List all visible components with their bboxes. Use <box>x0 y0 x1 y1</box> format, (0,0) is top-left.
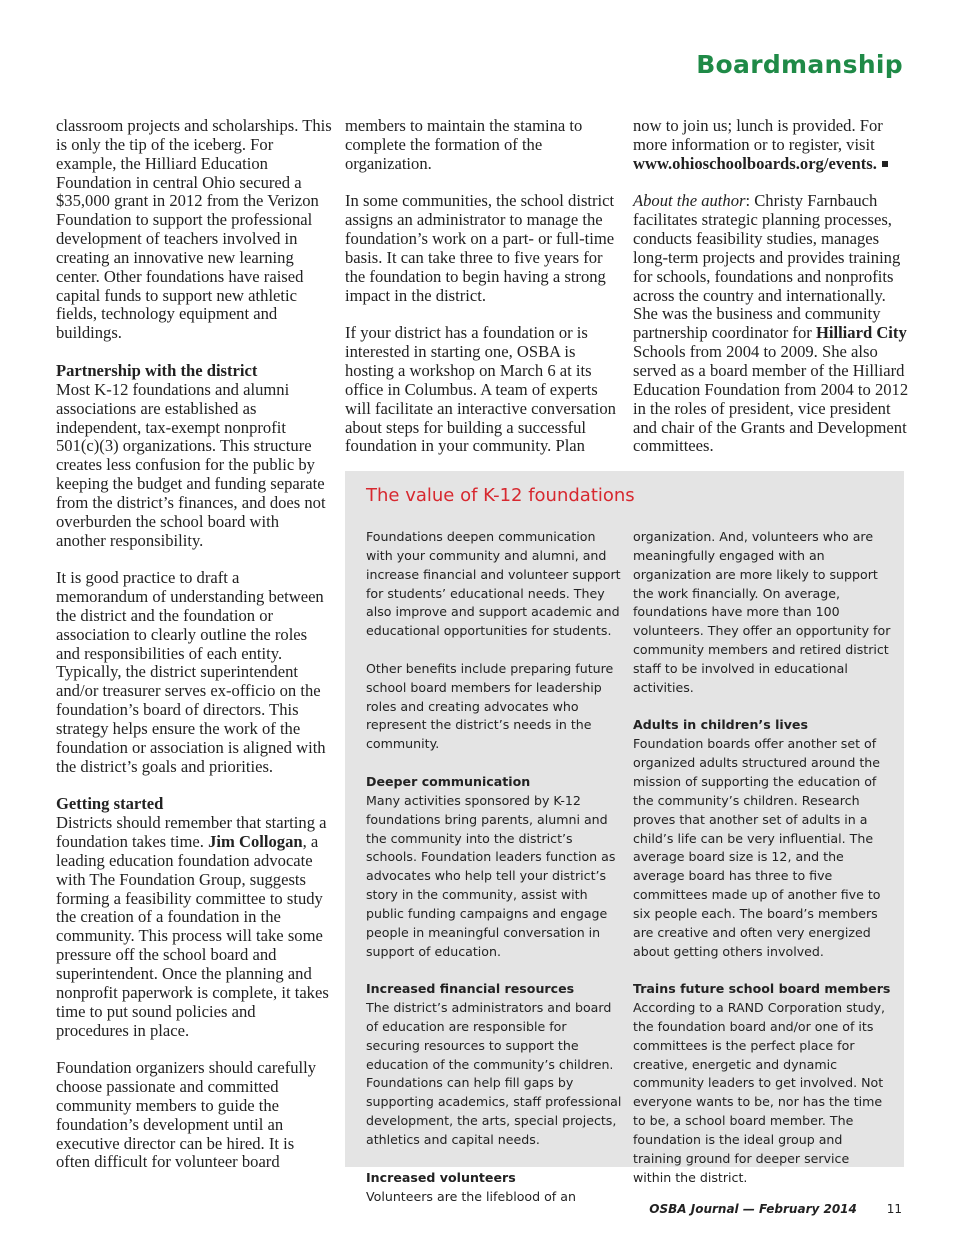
about-author-label: About the author <box>633 191 746 211</box>
sidebar-subheading: Increased volunteers <box>366 1169 516 1185</box>
paragraph: Most K-12 foundations and alumni associations are established as independent, tax-exempt nonprofit 501(c)(3) organizations. This structure creates less confusion for the public by keeping the budget and funding separate from the district’s finances, and does not overburden the school board with another responsibility. <box>56 379 326 550</box>
article-column-3 <box>633 117 909 456</box>
paragraph <box>633 117 909 174</box>
paragraph-text: now to join us; lunch is provided. For more information or to register, visit <box>633 116 883 154</box>
sidebar-column-2 <box>633 528 891 1206</box>
paragraph: classroom projects and scholarships. This is only the tip of the iceberg. For example, the Hilliard Education Foundation in central Ohio secured a $35,000 grant in 2012 from the Verizon Foundation to support the professional development of teachers involved in creating an innovative new learning center. Other foundations have raised capital funds to support new athletic fields, technology equipment and buildings. <box>56 116 332 343</box>
end-of-article-mark <box>882 161 888 167</box>
sidebar-subheading: Deeper communication <box>366 773 531 789</box>
person-name: Jim Collogan <box>208 832 303 852</box>
sidebar-paragraph: Many activities sponsored by K-12 foundations bring parents, alumni and the community into the district’s schools. Foundation leaders function as advocates who help tell your district’s story in the community, assist with public funding campaigns and engage people in meaningful conversation in support of education. <box>366 792 616 959</box>
page-number: 11 <box>886 1202 902 1216</box>
subheading-partnership: Partnership with the district <box>56 360 258 380</box>
paragraph: Foundation organizers should carefully choose passionate and committed community members to guide the foundation’s development until an executive director can be hired. It is often difficult for volunteer board <box>56 1058 317 1172</box>
sidebar-paragraph: Foundations deepen communication with your community and alumni, and increase financial and volunteer support for students’ educational needs. They also improve and support academic and educational opportunities for students. <box>366 529 621 639</box>
sidebar-paragraph: Other benefits include preparing future school board members for leadership roles and creating advocates who represent the district’s needs in the community. <box>366 660 614 752</box>
sidebar-paragraph: Foundation boards offer another set of organized adults structured around the mission of supporting the education of the community’s children. Research proves that another set of adults in a child’s life can be very influential. The average board size is 12, and the average board has three to five committees made up of another five to six people each. The board’s members are creative and often very energized about getting others involved. <box>633 736 881 959</box>
subheading-getting-started: Getting started <box>56 794 164 814</box>
author-bio <box>633 192 909 456</box>
journal-name: OSBA Journal — February 2014 <box>649 1202 857 1216</box>
paragraph: If your district has a foundation or is interested in starting one, OSBA is hosting a workshop on March 6 at its office in Columbus. A team of experts will facilitate an interactive conversation about steps for building a successful foundation in your community. Plan <box>345 323 616 456</box>
sidebar-title: The value of K-12 foundations <box>366 485 635 506</box>
paragraph-text: : Christy Farnbauch facilitates strategic planning processes, conducts feasibility studies, manages long-term projects and provides training for schools, foundations and nonprofits across the country and internationally. She was the business and community partnership coordinator for <box>633 191 901 343</box>
organization-name: Hilliard City <box>815 323 907 343</box>
sidebar-paragraph: The district’s administrators and board of education are responsible for securing resources to support the education of the community’s children. Foundations can help fill gaps by supporting academics, staff professional development, the arts, special projects, athletics and capital needs. <box>366 1000 622 1147</box>
article-column-2 <box>345 117 617 456</box>
article-column-1 <box>56 117 332 1172</box>
sidebar-column-1 <box>366 528 624 1225</box>
paragraph-text: Districts should remember that starting a foundation takes time. <box>56 813 327 852</box>
paragraph: It is good practice to draft a memorandum of understanding between the district and the foundation or association to clearly outline the roles and responsibilities of each entity. Typically, the district superintendent and/or treasurer serves ex-officio on the foundation’s board of directors. This strategy helps ensure the work of the foundation or association is aligned with the district’s goals and priorities. <box>56 568 326 776</box>
section-title: Boardmanship <box>696 50 903 79</box>
sidebar-box <box>345 471 904 1204</box>
paragraph <box>56 814 332 1040</box>
paragraph: In some communities, the school district assigns an administrator to manage the foundation’s work on a part- or full-time basis. It can take three to five years for the foundation to begin having a strong impact in the district. <box>345 191 615 305</box>
paragraph: members to maintain the stamina to complete the formation of the organization. <box>345 116 583 173</box>
sidebar-paragraph: Volunteers are the lifeblood of an <box>366 1188 576 1204</box>
paragraph-text: , a leading education foundation advocate with The Foundation Group, suggests forming a feasibility committee to study the creation of a foundation in the community. This process will take some pressure off the school board and superintendent. Once the planning and nonprofit paperwork is complete, it takes time to put sound policies and procedures in place. <box>56 832 329 1040</box>
page-footer <box>649 1202 902 1216</box>
sidebar-subheading: Adults in children’s lives <box>633 717 808 733</box>
sidebar-paragraph: organization. And, volunteers who are meaningfully engaged with an organization are more likely to support the work financially. On average, foundations have more than 100 volunteers. They offer an opportunity for community members and retired district staff to be involved in educational activities. <box>633 529 891 695</box>
sidebar-subheading: Trains future school board members <box>633 981 891 997</box>
events-link[interactable]: www.ohioschoolboards.org/events. <box>633 153 877 173</box>
sidebar-paragraph: According to a RAND Corporation study, the foundation board and/or one of its committees is the perfect place for creative, energetic and dynamic community leaders to get involved. Not everyone wants to be, nor has the time to be, a school board member. The foundation is the ideal group and training ground for deeper service within the district. <box>633 1000 886 1185</box>
paragraph-text: Schools from 2004 to 2009. She also served as a board member of the Hilliard Education Foundation from 2004 to 2012 in the roles of president, vice president and chair of the Grants and Development committees. <box>633 342 909 456</box>
sidebar-subheading: Increased financial resources <box>366 981 575 997</box>
